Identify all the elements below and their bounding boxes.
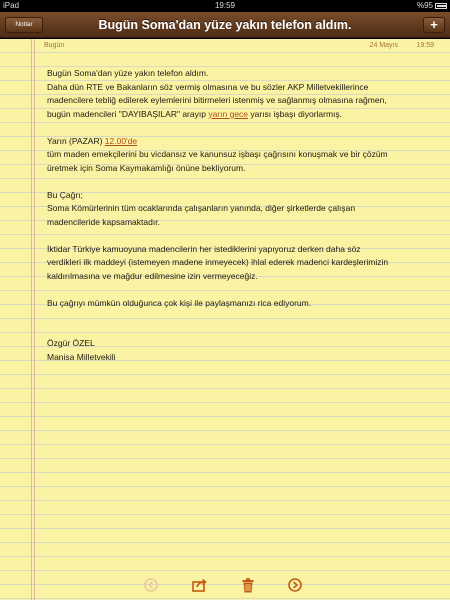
note-time: 19:59 <box>416 42 434 49</box>
note-header <box>44 42 440 54</box>
note-day: Bugün <box>44 42 65 49</box>
device-name: iPad <box>3 1 20 10</box>
note-line <box>47 108 418 122</box>
note-line: Daha dün RTE ve Bakanların söz vermiş olmasına ve bu sözler AKP Milletvekillerince <box>47 81 369 92</box>
note-line: Bu Çağrı; <box>47 189 83 200</box>
note-line: İktidar Türkiye kamuoyuna madencilerin her istediklerini yapıyoruz derken daha söz <box>47 243 361 254</box>
note-body[interactable] <box>47 67 418 364</box>
next-icon[interactable] <box>286 576 304 594</box>
status-time: 19:59 <box>214 1 236 10</box>
add-note-button[interactable]: + <box>423 17 445 33</box>
battery-icon <box>435 3 447 9</box>
previous-icon[interactable] <box>142 576 160 594</box>
note-text: Yarın (PAZAR) <box>47 135 105 146</box>
note-line: verdikleri ilk maddeyi (istemeyen madene inmeyecek) ihlal ederek madenci kardeşlerimizin <box>47 257 389 267</box>
note-line: madencileride kapsamaktadır. <box>47 216 160 227</box>
note-date: 24 Mayıs <box>369 42 398 49</box>
note-line: kaldırılmasına ve mağdur edilmesine izin vermeyeceğiz. <box>47 270 258 281</box>
status-bar <box>0 0 450 12</box>
time-link[interactable]: 12.00'de <box>104 135 138 146</box>
note-line: üretmek için Soma Kaymakamlığı önüne bekliyorum. <box>47 162 246 173</box>
signature-title: Manisa Milletvekili <box>47 351 116 362</box>
navigation-bar <box>0 12 450 38</box>
note-line: madencilere tebliğ edilerek eylemlerini bitirmeleri istenmiş ve sağlanmış olmasına rağmen, <box>47 95 387 105</box>
bottom-toolbar <box>0 572 450 600</box>
date-link[interactable]: yarın gece <box>208 108 249 119</box>
note-title: Bugün Soma'dan yüze yakın telefon aldım. <box>98 18 352 32</box>
note-line: Bu çağrıyı mümkün olduğunca çok kişi ile paylaşmanızı rica ediyorum. <box>47 297 312 308</box>
note-text: yarısı işbaşı diyorlarmış. <box>248 108 343 119</box>
note-line: tüm maden emekçilerini bu vicdansız ve kanunsuz işbaşı çağrısını konuşmak ve bir çözüm <box>47 149 388 159</box>
note-paper[interactable] <box>0 39 450 600</box>
battery-percent: %95 <box>416 1 433 10</box>
battery-indicator <box>417 0 447 12</box>
note-line: Bugün Soma'dan yüze yakın telefon aldım. <box>47 68 209 78</box>
trash-icon[interactable] <box>239 576 257 594</box>
notes-back-button[interactable]: Notlar <box>5 17 43 33</box>
note-line <box>47 135 418 149</box>
note-text: bugün madencileri "DAYIBAŞILAR" arayıp <box>47 108 209 119</box>
note-line: Soma Kömürlerinin tüm ocaklarında çalışanların yanında, diğer şirketlerde çalışan <box>47 203 356 213</box>
signature-name: Özgür ÖZEL <box>47 338 95 348</box>
share-icon[interactable] <box>191 576 209 594</box>
